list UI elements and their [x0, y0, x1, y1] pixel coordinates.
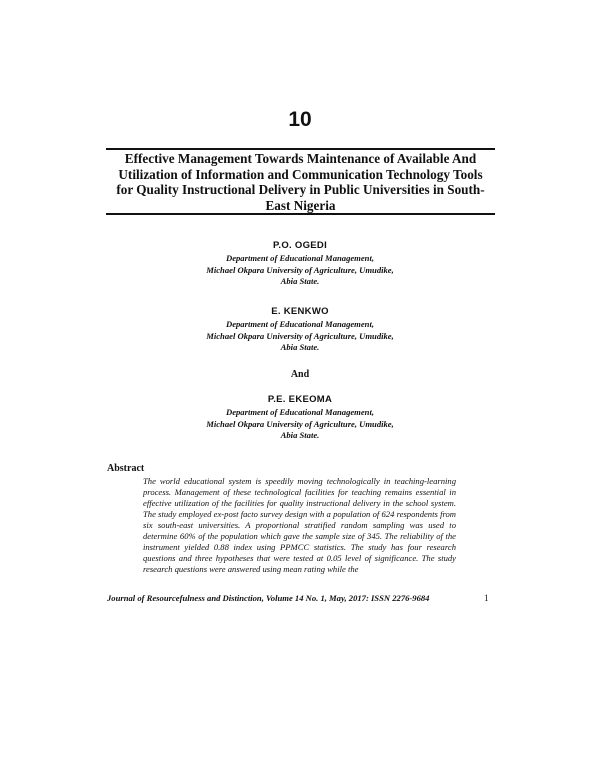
title-top-rule — [106, 148, 495, 150]
author-block-1 — [150, 239, 450, 288]
author-name: E. KENKWO — [271, 306, 329, 317]
author-name: P.O. OGEDI — [272, 240, 328, 251]
author-state: Abia State. — [280, 430, 320, 440]
author-university: Michael Okpara University of Agriculture, Umudike, — [206, 418, 394, 429]
author-block-3 — [150, 393, 450, 442]
author-department: Department of Educational Management, — [225, 407, 374, 417]
title-bottom-rule — [106, 213, 495, 215]
title-line: for Quality Instructional Delivery in Public Universities in South- — [116, 182, 485, 198]
title-line: Effective Management Towards Maintenance of Available And — [124, 151, 477, 166]
author-state: Abia State. — [280, 276, 320, 286]
author-university: Michael Okpara University of Agriculture, Umudike, — [206, 264, 394, 275]
author-university: Michael Okpara University of Agriculture, Umudike, — [206, 330, 394, 341]
title-line: Utilization of Information and Communication Technology Tools — [118, 166, 483, 182]
abstract-body: The world educational system is speedily moving technologically in teaching-learning process. Management of these technological facilities for teaching remains essential in effective utilization of the facilities for quality instructional delivery in the school system. The study employed ex-post facto survey design with a population of 624 respondents from six south-east universities. A proportional stratified random sampling was used to determine 60% of the population which gave the sample size of 345. The reliability of the instrument yielded 0.88 index using PPMCC statistics. The study has four research questions and three hypotheses that were tested at 0.05 level of significance. The study research questions were answered using mean rating while the — [143, 476, 456, 574]
author-name: P.E. EKEOMA — [267, 394, 333, 405]
author-state: Abia State. — [280, 342, 320, 352]
and-separator: And — [290, 369, 310, 380]
page-number: 1 — [484, 593, 489, 603]
abstract-heading: Abstract — [107, 463, 145, 474]
chapter-number: 10 — [288, 108, 312, 131]
footer-journal-citation: Journal of Resourcefulness and Distinction, Volume 14 No. 1, May, 2017: ISSN 2276-9684 — [107, 593, 430, 603]
author-block-2 — [150, 305, 450, 354]
author-department: Department of Educational Management, — [225, 319, 374, 329]
author-department: Department of Educational Management, — [225, 253, 374, 263]
title-line: East Nigeria — [265, 197, 336, 213]
paper-title — [106, 151, 495, 213]
